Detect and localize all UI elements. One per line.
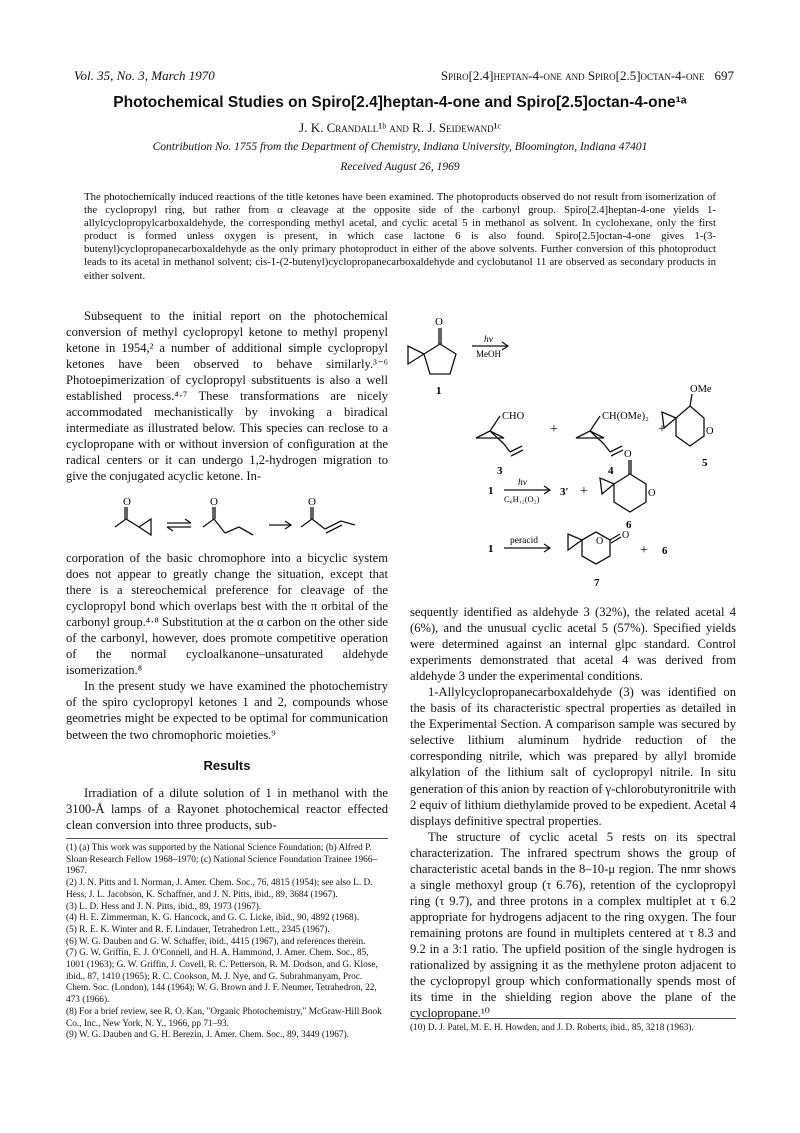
solvent-label: C₆H₁₂(O₂)	[504, 494, 540, 504]
footnote-divider	[410, 1018, 736, 1019]
reaction-scheme	[400, 306, 730, 596]
left-paragraph-2	[66, 550, 388, 743]
biradical-structure	[203, 507, 253, 535]
compound-number: 7	[594, 577, 600, 589]
footnote: (5) R. E. K. Winter and R. F. Lindauer, Tetrahedron Lett., 2345 (1967).	[66, 924, 330, 935]
paragraph-text: In the present study we have examined the photochemistry of the spiro cyclopropyl ketones 1 and 2, compounds whose geometries might be expected to be optimal for communication between the two chromophoric moieties.⁹	[66, 679, 388, 742]
journal-citation: Vol. 35, No. 3, March 1970	[74, 68, 215, 83]
footnote-divider	[66, 838, 388, 839]
footnotes-right	[410, 1023, 736, 1035]
aldehyde-label: CHO	[502, 411, 525, 422]
oxygen-label: O	[123, 496, 131, 508]
compound-number: 4	[608, 465, 614, 477]
compound-number: 6	[662, 545, 668, 557]
methoxy-label: OMe	[690, 384, 712, 395]
compound-number: 5	[702, 457, 708, 469]
oxygen-label: O	[210, 496, 218, 508]
compound-4-structure	[576, 416, 623, 456]
compound-3-structure	[476, 416, 523, 456]
footnote: (9) W. G. Dauben and G. H. Berezin, J. Amer. Chem. Soc., 89, 3449 (1967).	[66, 1030, 349, 1041]
compound-number: 1	[488, 543, 494, 555]
methyl-cyclopropyl-ketone-structure	[115, 507, 151, 535]
left-paragraph-1	[66, 308, 388, 485]
reaction-arrow	[269, 521, 291, 529]
received-date: Received August 26, 1969	[340, 161, 460, 173]
running-title-group	[441, 68, 734, 84]
paragraph-text: The structure of cyclic acetal 5 rests on its spectral characterization. The infrared spectrum shows the group of characteristic acetal bands in the 8–10-μ region. The nmr shows a single methoxyl group (τ 6.76), retention of the cyclopropyl ring (τ 9.7), and three protons in a complex multiplet at τ 6.2 appropriate for hydrogens adjacent to the ring oxygen. The four remaining protons are found in multiplets centered at τ 8.3 and 9.2 in a 3:1 ratio. The upfield position of the single hydrogen is rationalized by assigning it as the methylene proton adjacent to the cyclopropyl group which conformationally spends most of its time in the shielding region above the plane of the cyclopropane.¹⁰	[410, 829, 736, 1021]
paragraph-text: Subsequent to the initial report on the photochemical conversion of methyl cyclopropyl ketone to methyl propenyl ketone in 1954,² a number of additional simple cyclopropyl ketones have been observed to behave similarly.³⁻⁶ Photoepimerization of cyclopropyl substituents is also a well established process.⁴·⁷ These transformations are nicely accommodated mechanistically by invoking a biradical intermediate as illustrated below. This species can reclose to a cyclopropane with or without inversion of configuration at the radical centers or it can undergo 1,2-hydrogen migration to give the conjugated acyclic ketone. In-	[66, 309, 388, 484]
footnote: (6) W. G. Dauben and G. W. Schaffer, ibid., 4415 (1967), and references therein.	[66, 936, 366, 947]
footnote: (3) L. D. Hess and J. N. Pitts, ibid., 89, 1973 (1967).	[66, 901, 262, 912]
hv-label: hν	[484, 335, 493, 345]
oxygen-label: O	[624, 449, 632, 460]
footnote: (1) (a) This work was supported by the National Science Foundation; (b) Alfred P. Sloan Research Fellow 1968–1970; (c) National Science Foundation Trainee 1966–1967.	[66, 843, 378, 877]
paragraph-text: sequently identified as aldehyde 3 (32%), the related acetal 4 (6%), and the unusual cyclic acetal 5 (57%). Specified yields were determined against an internal glpc standard. Control experiments demonstrated that acetal 4 was derived from aldehyde 3 under the experimental conditions.	[410, 605, 736, 684]
plus-sign: +	[640, 543, 648, 558]
plus-sign: +	[580, 484, 588, 499]
compound-number: 3	[497, 465, 503, 477]
footnote: (8) For a brief review, see R. O. Kan, "Organic Photochemistry," McGraw-Hill Book Co., Inc., New York, N. Y., 1966, pp 71–93.	[66, 1006, 382, 1029]
contribution-line: Contribution No. 1755 from the Department of Chemistry, Indiana University, Bloomington, Indiana 47401	[152, 141, 648, 153]
paragraph-text: Irradiation of a dilute solution of 1 in methanol with the 3100-Å lamps of a Rayonet photochemical reactor effected clean conversion into three products, sub-	[66, 786, 388, 833]
results-heading: Results	[203, 758, 251, 773]
footnotes-left	[66, 843, 388, 1042]
oxygen-label: O	[435, 316, 443, 328]
footnote: (10) D. J. Patel, M. E. H. Howden, and J. D. Roberts, ibid., 85, 3218 (1963).	[410, 1023, 694, 1033]
right-column-text	[410, 604, 736, 1021]
footnote: (2) J. N. Pitts and I. Norman, J. Amer. Chem. Soc., 76, 4815 (1954); see also L. D. Hess, J. L. Jacobson, K. Schaffner, and J. N. Pitts, ibid., 89, 3684 (1967).	[66, 878, 373, 900]
compound-number: 1	[488, 485, 494, 497]
compound-number: 3′	[560, 486, 569, 498]
footnote: (4) H. E. Zimmerman, K. G. Hancock, and G. C. Licke, ibid., 90, 4892 (1968).	[66, 913, 360, 924]
compound-5-structure	[662, 394, 704, 446]
footnote: (7) G. W. Griffin, E. J. O'Connell, and H. A. Hammond, J. Amer. Chem. Soc., 85, 1001 (1963); G. W. Griffin, J. Covell, R. C. Petterson, R. M. Dodson, and G. Klose, ibid., 87, 1410 (1965); R. C. Cookson, M. J. Nye, and G. Subrahmanyam, Proc. Chem. Soc. (London), 144 (1964); W. G. Brown and J. F. Neumer, Tetrahedron, 22, 473 (1966).	[66, 948, 378, 1006]
plus-sign: +	[658, 422, 666, 437]
page-number: 697	[714, 68, 734, 83]
plus-sign: +	[550, 422, 558, 437]
ring-oxygen-label: O	[596, 536, 604, 547]
compound-1-structure	[408, 328, 456, 374]
paragraph-text: corporation of the basic chromophore into a bicyclic system does not appear to greatly change the situation, except that there is a stereochemical preference for cleavage of the cyclopropyl bond which overlaps best with the π orbital of the carbonyl group.⁴·⁸ Substitution at the α carbon on the other side of the carbonyl, however, does promote competitive operation of the normal cycloalkanone–unsaturated aldehyde isomerization.⁸	[66, 551, 388, 678]
compound-6-structure	[600, 460, 646, 512]
abstract: The photochemically induced reactions of the title ketones have been examined. The photoproducts observed do not result from isomerization of the cyclopropyl ring, but rather from α cleavage at the opposite side of the carbonyl group. Spiro[2.4]heptan-4-one yields 1-allylcyclopropylcarboxaldehyde, the corresponding methyl acetal, and cyclic acetal 5 in methanol as solvent. In cyclohexane, only the first product is formed unless oxygen is present, in which case lactone 6 is also found. Spiro[2.5]octan-4-one gives 1-(3-butenyl)cyclopropanecarboxaldehyde as the only primary photoproduct in either of the above solvents. Further conversion of this photoproduct leads to its acetal in methanol solvent; cis-1-(2-butenyl)cyclopropanecarboxaldehyde and cyclobutanol 11 are observed as secondary products in either solvent.	[84, 191, 716, 282]
paragraph-text: 1-Allylcyclopropanecarboxaldehyde (3) was identified on the basis of its characteristic spectral properties as detailed in the Experimental Section. A comparison sample was secured by selective lithium aluminum hydride reduction of the corresponding nitrile, which was prepared by allyl bromide alkylation of the lithium salt of cyclopropyl nitrile. In situ generation of this anion by reaction of γ-chlorobutyronitrile with 2 equiv of lithium diethylamide proved to be expedient. Acetal 4 displays definitive spectral properties.	[410, 685, 736, 828]
ring-oxygen-label: O	[648, 488, 656, 499]
propenyl-ketone-structure	[301, 507, 355, 533]
equilibrium-arrow	[167, 519, 191, 531]
ring-oxygen-label: O	[706, 426, 714, 437]
authors: J. K. Crandall¹ᵇ and R. J. Seidewand¹ᶜ	[299, 120, 501, 135]
biradical-scheme	[105, 495, 365, 545]
oxygen-label: O	[308, 496, 316, 508]
running-title: Spiro[2.4]heptan-4-one and Spiro[2.5]octan-4-one	[440, 68, 705, 83]
compound-number: 1	[436, 385, 442, 397]
photolysis-arrow	[504, 486, 550, 494]
solvent-label: MeOH	[476, 349, 501, 359]
hv-label: hν	[518, 478, 527, 488]
carbonyl-oxygen-label: O	[622, 530, 630, 541]
compound-7-structure	[568, 532, 621, 564]
article-title: Photochemical Studies on Spiro[2.4]heptan-4-one and Spiro[2.5]octan-4-one¹ᵃ	[113, 94, 687, 111]
acetal-label: CH(OMe)₂	[602, 411, 649, 422]
peracid-label: peracid	[510, 536, 538, 546]
compound-number: 6	[626, 519, 632, 531]
left-paragraph-4	[66, 785, 388, 833]
